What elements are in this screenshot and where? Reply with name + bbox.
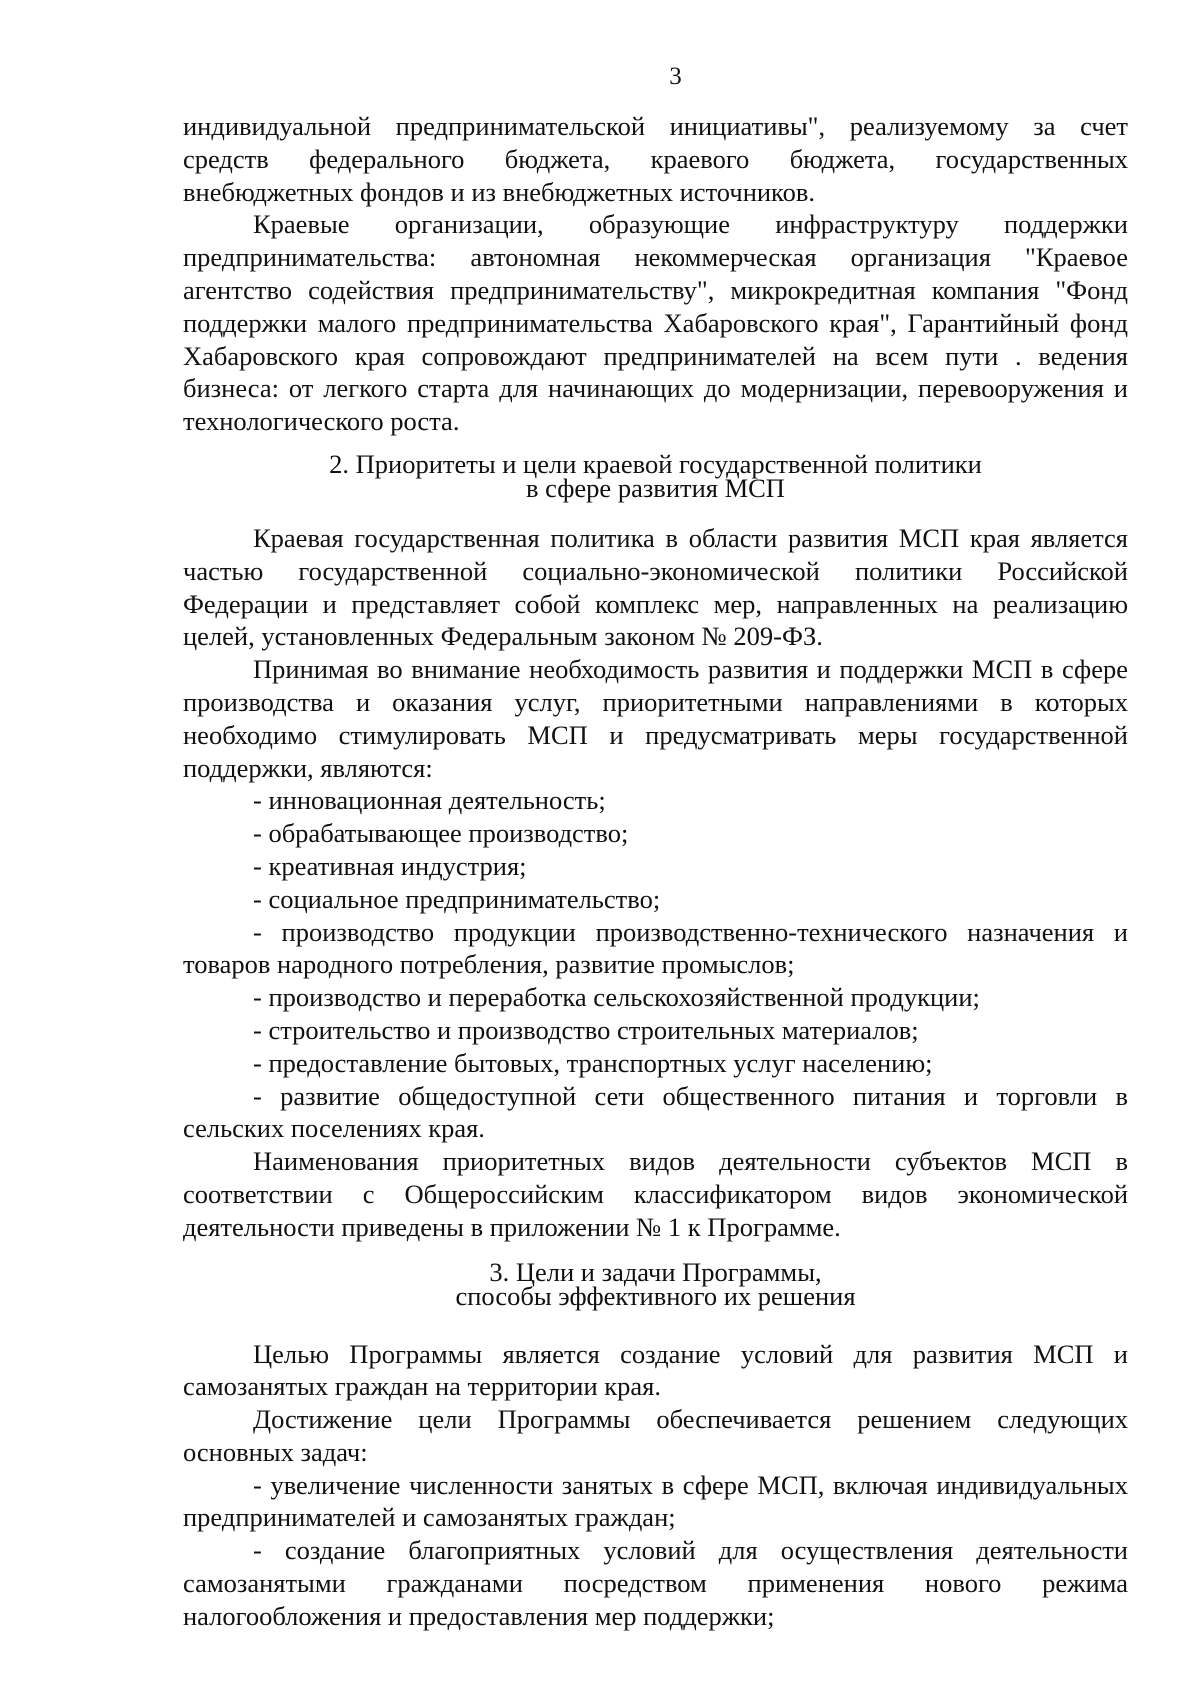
list-item: - обрабатывающее производство; [253, 818, 629, 849]
section-2-heading [183, 448, 1128, 503]
section-2-heading-line-1: 2. Приоритеты и цели краевой государственной политики [329, 448, 982, 479]
paragraph-intro-continuation: индивидуальной предпринимательской инициативы", реализуемому за счет средств федерального бюджета, краевого бюджета, государственных внебюджетных фондов и из внебюджетных источников. [183, 111, 1128, 207]
list-item: - инновационная деятельность; [253, 785, 606, 816]
list-item: - производство и переработка сельскохозяйственной продукции; [253, 982, 980, 1013]
list-item: - развитие общедоступной сети общественного питания и торговли в сельских поселениях края. [183, 1080, 1128, 1144]
list-item: - увеличение численности занятых в сфере МСП, включая индивидуальных предпринимателей и самозанятых граждан; [183, 1469, 1128, 1533]
list-item: - создание благоприятных условий для осуществления деятельности самозанятыми гражданами посредством применения нового режима налогообложения и предоставления мер поддержки; [183, 1535, 1128, 1631]
list-item: - производство продукции производственно-технического назначения и товаров народного потребления, развитие промыслов; [183, 916, 1128, 980]
priorities-list [183, 784, 1128, 1145]
section-3-heading [183, 1256, 1128, 1311]
paragraph-state-policy: Краевая государственная политика в области развития МСП края является частью государственной социально-экономической политики Российской Федерации и представляет собой комплекс мер, направленных на реализацию целей, установленных Федеральным законом № 209-ФЗ. [183, 522, 1128, 652]
paragraph-activity-names: Наименования приоритетных видов деятельности субъектов МСП в соответствии с Общероссийским классификатором видов экономической деятельности приведены в приложении № 1 к Программе. [183, 1146, 1128, 1242]
tasks-list [183, 1469, 1128, 1633]
list-item: - креативная индустрия; [253, 850, 527, 881]
paragraph-goal-achievement: Достижение цели Программы обеспечивается решением следующих основных задач: [183, 1404, 1128, 1467]
page-number: 3 [669, 63, 682, 90]
paragraph-infrastructure: Краевые организации, образующие инфраструктуру поддержки предпринимательства: автономная некоммерческая организация "Краевое агентство содействия предпринимательству", микрокредитная компания "Фонд поддержки малого предпринимательства Хабаровского края", Гарантийный фонд Хабаровского края сопровождают предпринимателей на всем пути . ведения бизнеса: от легкого старта для начинающих до модернизации, перевооружения и технологического роста. [183, 209, 1128, 437]
paragraph-priorities-intro: Принимая во внимание необходимость развития и поддержки МСП в сфере производства и оказания услуг, приоритетными направлениями в которых необходимо стимулировать МСП и предусматривать меры государственной поддержки, являются: [183, 654, 1128, 783]
list-item: - социальное предпринимательство; [253, 883, 661, 914]
paragraph-program-goal: Целью Программы является создание условий для развития МСП и самозанятых граждан на территории края. [183, 1338, 1128, 1402]
list-item: - предоставление бытовых, транспортных услуг населению; [253, 1047, 933, 1078]
section-3-heading-line-1: 3. Цели и задачи Программы, [489, 1256, 822, 1287]
section-3-heading-line-2: способы эффективного их решения [455, 1280, 856, 1311]
list-item: - строительство и производство строительных материалов; [253, 1014, 919, 1045]
section-2-heading-line-2: в сфере развития МСП [526, 472, 785, 503]
